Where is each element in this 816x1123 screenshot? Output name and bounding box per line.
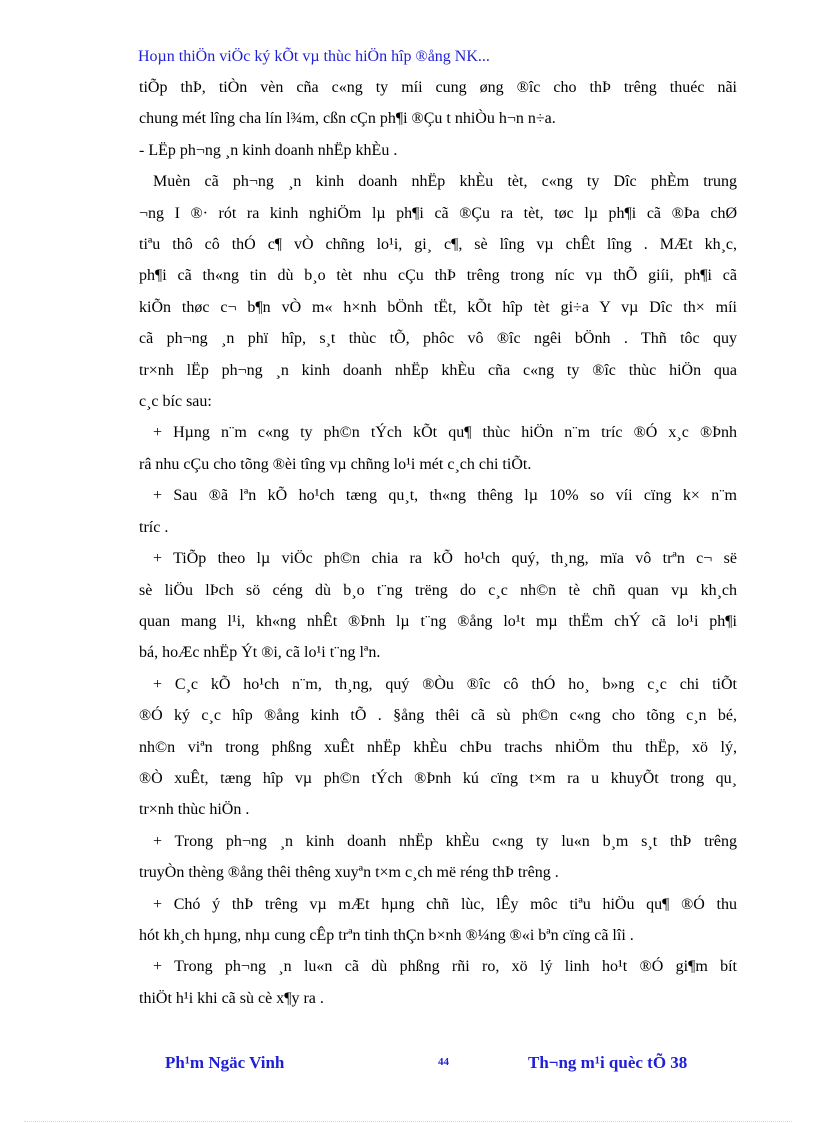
text-line: + Hµng n¨m c«ng ty ph©n tÝch kÕt qu¶ thùc hiÖn n¨m tríc ®Ó x¸c ®Þnh [153, 424, 737, 442]
running-header: Hoµn thiÖn viÖc ký kÕt vµ thùc hiÖn hîp ®ång NK... [138, 48, 490, 65]
text-line: Muèn cã ph¬ng ¸n kinh doanh nhËp khÈu tèt, c«ng ty Dîc phÈm trung [153, 173, 737, 191]
text-line: truyÒn thèng ®ång thêi thêng xuyªn t×m c¸ch më réng thÞ trêng . [139, 864, 559, 882]
text-line: + TiÕp theo lµ viÖc ph©n chia ra kÕ ho¹ch quý, th¸ng, mïa vô trªn c¬ së [153, 550, 737, 568]
footer-author: Ph¹m Ngäc Vinh [165, 1053, 285, 1072]
text-line: c¸c bíc sau: [139, 393, 212, 411]
text-line: ®Ó ký c¸c hîp ®ång kinh tÕ . §ång thêi cã sù ph©n c«ng cho tõng c¸n bé, [139, 707, 737, 725]
text-line: + Chó ý thÞ trêng vµ mÆt hµng chñ lùc, lÊy môc tiªu hiÖu qu¶ ®Ó thu [153, 895, 737, 913]
bottom-divider [24, 1121, 792, 1122]
text-line: cã ph¬ng ¸n phï hîp, s¸t thùc tÕ, phôc vô ®îc ngêi bÖnh . Thñ tôc quy [139, 330, 737, 348]
text-line: thiÖt h¹i khi cã sù cè x¶y ra . [139, 989, 324, 1007]
text-line: ph¶i cã th«ng tin dù b¸o tèt nhu cÇu thÞ trêng trong níc vµ thÕ giíi, ph¶i cã [139, 267, 737, 285]
text-line: chung mét lîng cha lín l¾m, cßn cÇn ph¶i ®Çu t nhiÒu h¬n n÷a. [139, 110, 556, 128]
page-number: 44 [438, 1056, 449, 1068]
footer-class-name: Th¬ng m¹i quèc tÕ 38 [528, 1053, 688, 1072]
text-line: + C¸c kÕ ho¹ch n¨m, th¸ng, quý ®Òu ®îc cô thÓ ho¸ b»ng c¸c chi tiÕt [153, 675, 737, 693]
text-line: bá, hoÆc nhËp Ýt ®i, cã lo¹i t¨ng lªn. [139, 644, 381, 662]
body-text [139, 72, 737, 1014]
text-line: quan mang l¹i, kh«ng nhÊt ®Þnh lµ t¨ng ®ång lo¹t mµ thËm chÝ cã lo¹i ph¶i [139, 612, 737, 630]
text-line: + Trong ph¬ng ¸n kinh doanh nhËp khÈu c«ng ty lu«n b¸m s¸t thÞ trêng [153, 832, 737, 850]
text-line: tr×nh thùc hiÖn . [139, 801, 250, 819]
text-line: kiÕn thøc c¬ b¶n vÒ m« h×nh bÖnh tËt, kÕt hîp tèt gi÷a Y vµ Dîc th× míi [139, 298, 737, 316]
text-line: sè liÖu lÞch sö céng dù b¸o t¨ng trëng do c¸c nh©n tè chñ quan vµ kh¸ch [139, 581, 737, 599]
text-line: ®Ò xuÊt, tæng hîp vµ ph©n tÝch ®Þnh kú cïng t×m ra u khuyÕt trong qu¸ [139, 769, 737, 787]
text-line: tr×nh lËp ph¬ng ¸n kinh doanh nhËp khÈu cña c«ng ty ®îc thùc hiÖn qua [139, 361, 737, 379]
text-line: + Sau ®ã lªn kÕ ho¹ch tæng qu¸t, th«ng thêng lµ 10% so víi cïng k× n¨m [153, 487, 737, 505]
text-line: tiÕp thÞ, tiÒn vèn cña c«ng ty míi cung øng ®îc cho thÞ trêng thuéc nãi [139, 79, 737, 96]
text-line: nh©n viªn trong phßng xuÊt nhËp khÈu chÞu trachs nhiÖm thu thËp, xö lý, [139, 738, 737, 756]
text-line: ¬ng I ®· rót ra kinh nghiÖm lµ ph¶i cã ®Çu ra tèt, tøc lµ ph¶i cã ®Þa chØ [139, 204, 737, 222]
text-line: hót kh¸ch hµng, nhµ cung cÊp trªn tinh thÇn b×nh ®¼ng ®«i bªn cïng cã lîi . [139, 926, 634, 944]
text-line: + Trong ph¬ng ¸n lu«n cã dù phßng rñi ro, xö lý linh ho¹t ®Ó gi¶m bít [153, 958, 737, 976]
text-line: râ nhu cÇu cho tõng ®èi tîng vµ chñng lo¹i mét c¸ch chi tiÕt. [139, 455, 532, 473]
text-line: - LËp ph¬ng ¸n kinh doanh nhËp khÈu . [139, 141, 398, 159]
text-line: tríc . [139, 518, 169, 536]
text-line: tiªu thô cô thÓ c¶ vÒ chñng lo¹i, gi¸ c¶, sè lîng vµ chÊt lîng . MÆt kh¸c, [139, 236, 737, 254]
